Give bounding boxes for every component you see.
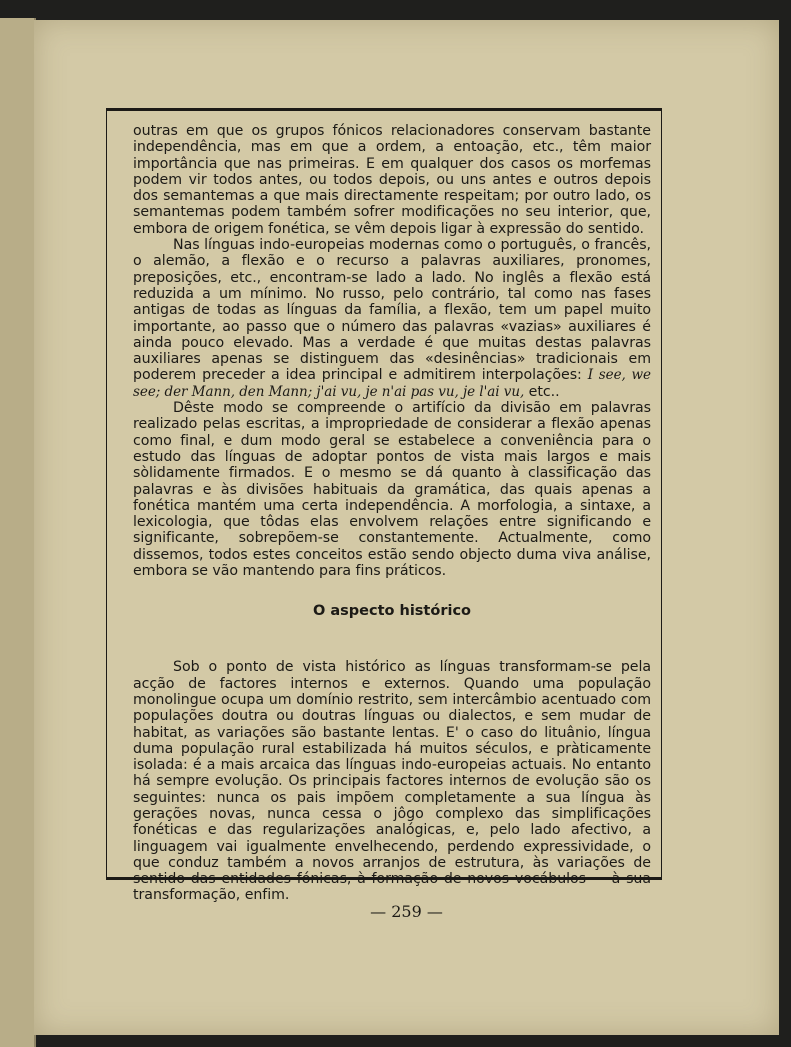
paragraph-1: outras em que os grupos fónicos relacionadores conservam bastante independência, mas em que a ordem, a entoação, etc., têm maior importância que nas primeiras. E em qualquer dos casos os morfemas podem vir todos antes, ou todos depois, ou uns antes e outros depois dos semantemas a que mais directamente respeitam; por outro lado, os semantemas podem também sofrer modificações no seu interior, que, embora de origem fonética, se vêm depois ligar à expressão do sentido. (133, 123, 651, 237)
paragraph-2-text: Nas línguas indo-europeias modernas como o português, o francês, o alemão, a flexão e o recurso a palavras auxiliares, pronomes, preposições, etc., encontram-se lado a lado. No inglês a flexão está reduzida a um mínimo. No russo, pelo contrário, tal como nas fases antigas de todas as línguas da família, a flexão, tem um papel muito importante, ao passo que o número das palavras «vazias» auxiliares é ainda pouco elevado. Mas a verdade é que muitas destas palavras auxiliares apenas se distinguem das «desinências» tradicionais em poderem preceder a idea principal e admitirem interpolações: (133, 237, 651, 384)
paragraph-2-end: etc.. (524, 383, 560, 400)
section-heading: O aspecto histórico (312, 603, 472, 620)
book-page (34, 20, 779, 1035)
paragraph-3: Dêste modo se compreende o artifício da divisão em palavras realizado pelas escritas, a impropriedade de considerar a flexão apenas como final, e dum modo geral se estabelece a conveniência para o estudo das línguas de adoptar pontos de vista mais largos e mais sòlidamente firmados. E o mesmo se dá quanto à classificação das palavras e às divisões habituais da gramática, das quais apenas a fonética mantém uma certa independência. A morfologia, a sintaxe, a lexicologia, que tôdas elas envolvem relações entre significando e significante, sobrepõem-se constantemente. Actualmente, como dissemos, todos estes conceitos estão sendo objecto duma viva análise, embora se vão mantendo para fins práticos. (133, 400, 651, 580)
facing-page-edge (0, 18, 36, 1047)
paragraph-2-examples: I see, we see; der Mann, den Mann; j'ai vu, je n'ai pas vu, je l'ai vu, (133, 367, 651, 400)
page-number: — 259 — (370, 902, 443, 921)
text-frame (106, 108, 662, 904)
paragraph-4: Sob o ponto de vista histórico as línguas transformam-se pela acção de factores internos e externos. Quando uma população monolingue ocupa um domínio restrito, sem intercâmbio acentuado com populações doutra ou doutras línguas ou dialectos, e sem mudar de habitat, as variações são bastante lentas. E' o caso do lituânio, língua duma população rural estabilizada há muitos séculos, e pràticamente isolada: é a mais arcaica das línguas indo-europeias actuais. No entanto há sempre evolução. Os principais factores internos de evolução são os seguintes: nunca os pais impõem completamente a sua língua às gerações novas, nunca cessa o jôgo complexo das simplificações fonéticas e das regularizações analógicas, e, pelo lado afectivo, a linguagem vai igualmente envelhecendo, perdendo expressividade, o que conduz também a novos arranjos de estrutura, às variações de sentido das entidades fónicas, à formação de novos vocábulos — à sua transformação, enfim. (133, 659, 651, 904)
paragraph-2 (133, 237, 651, 400)
